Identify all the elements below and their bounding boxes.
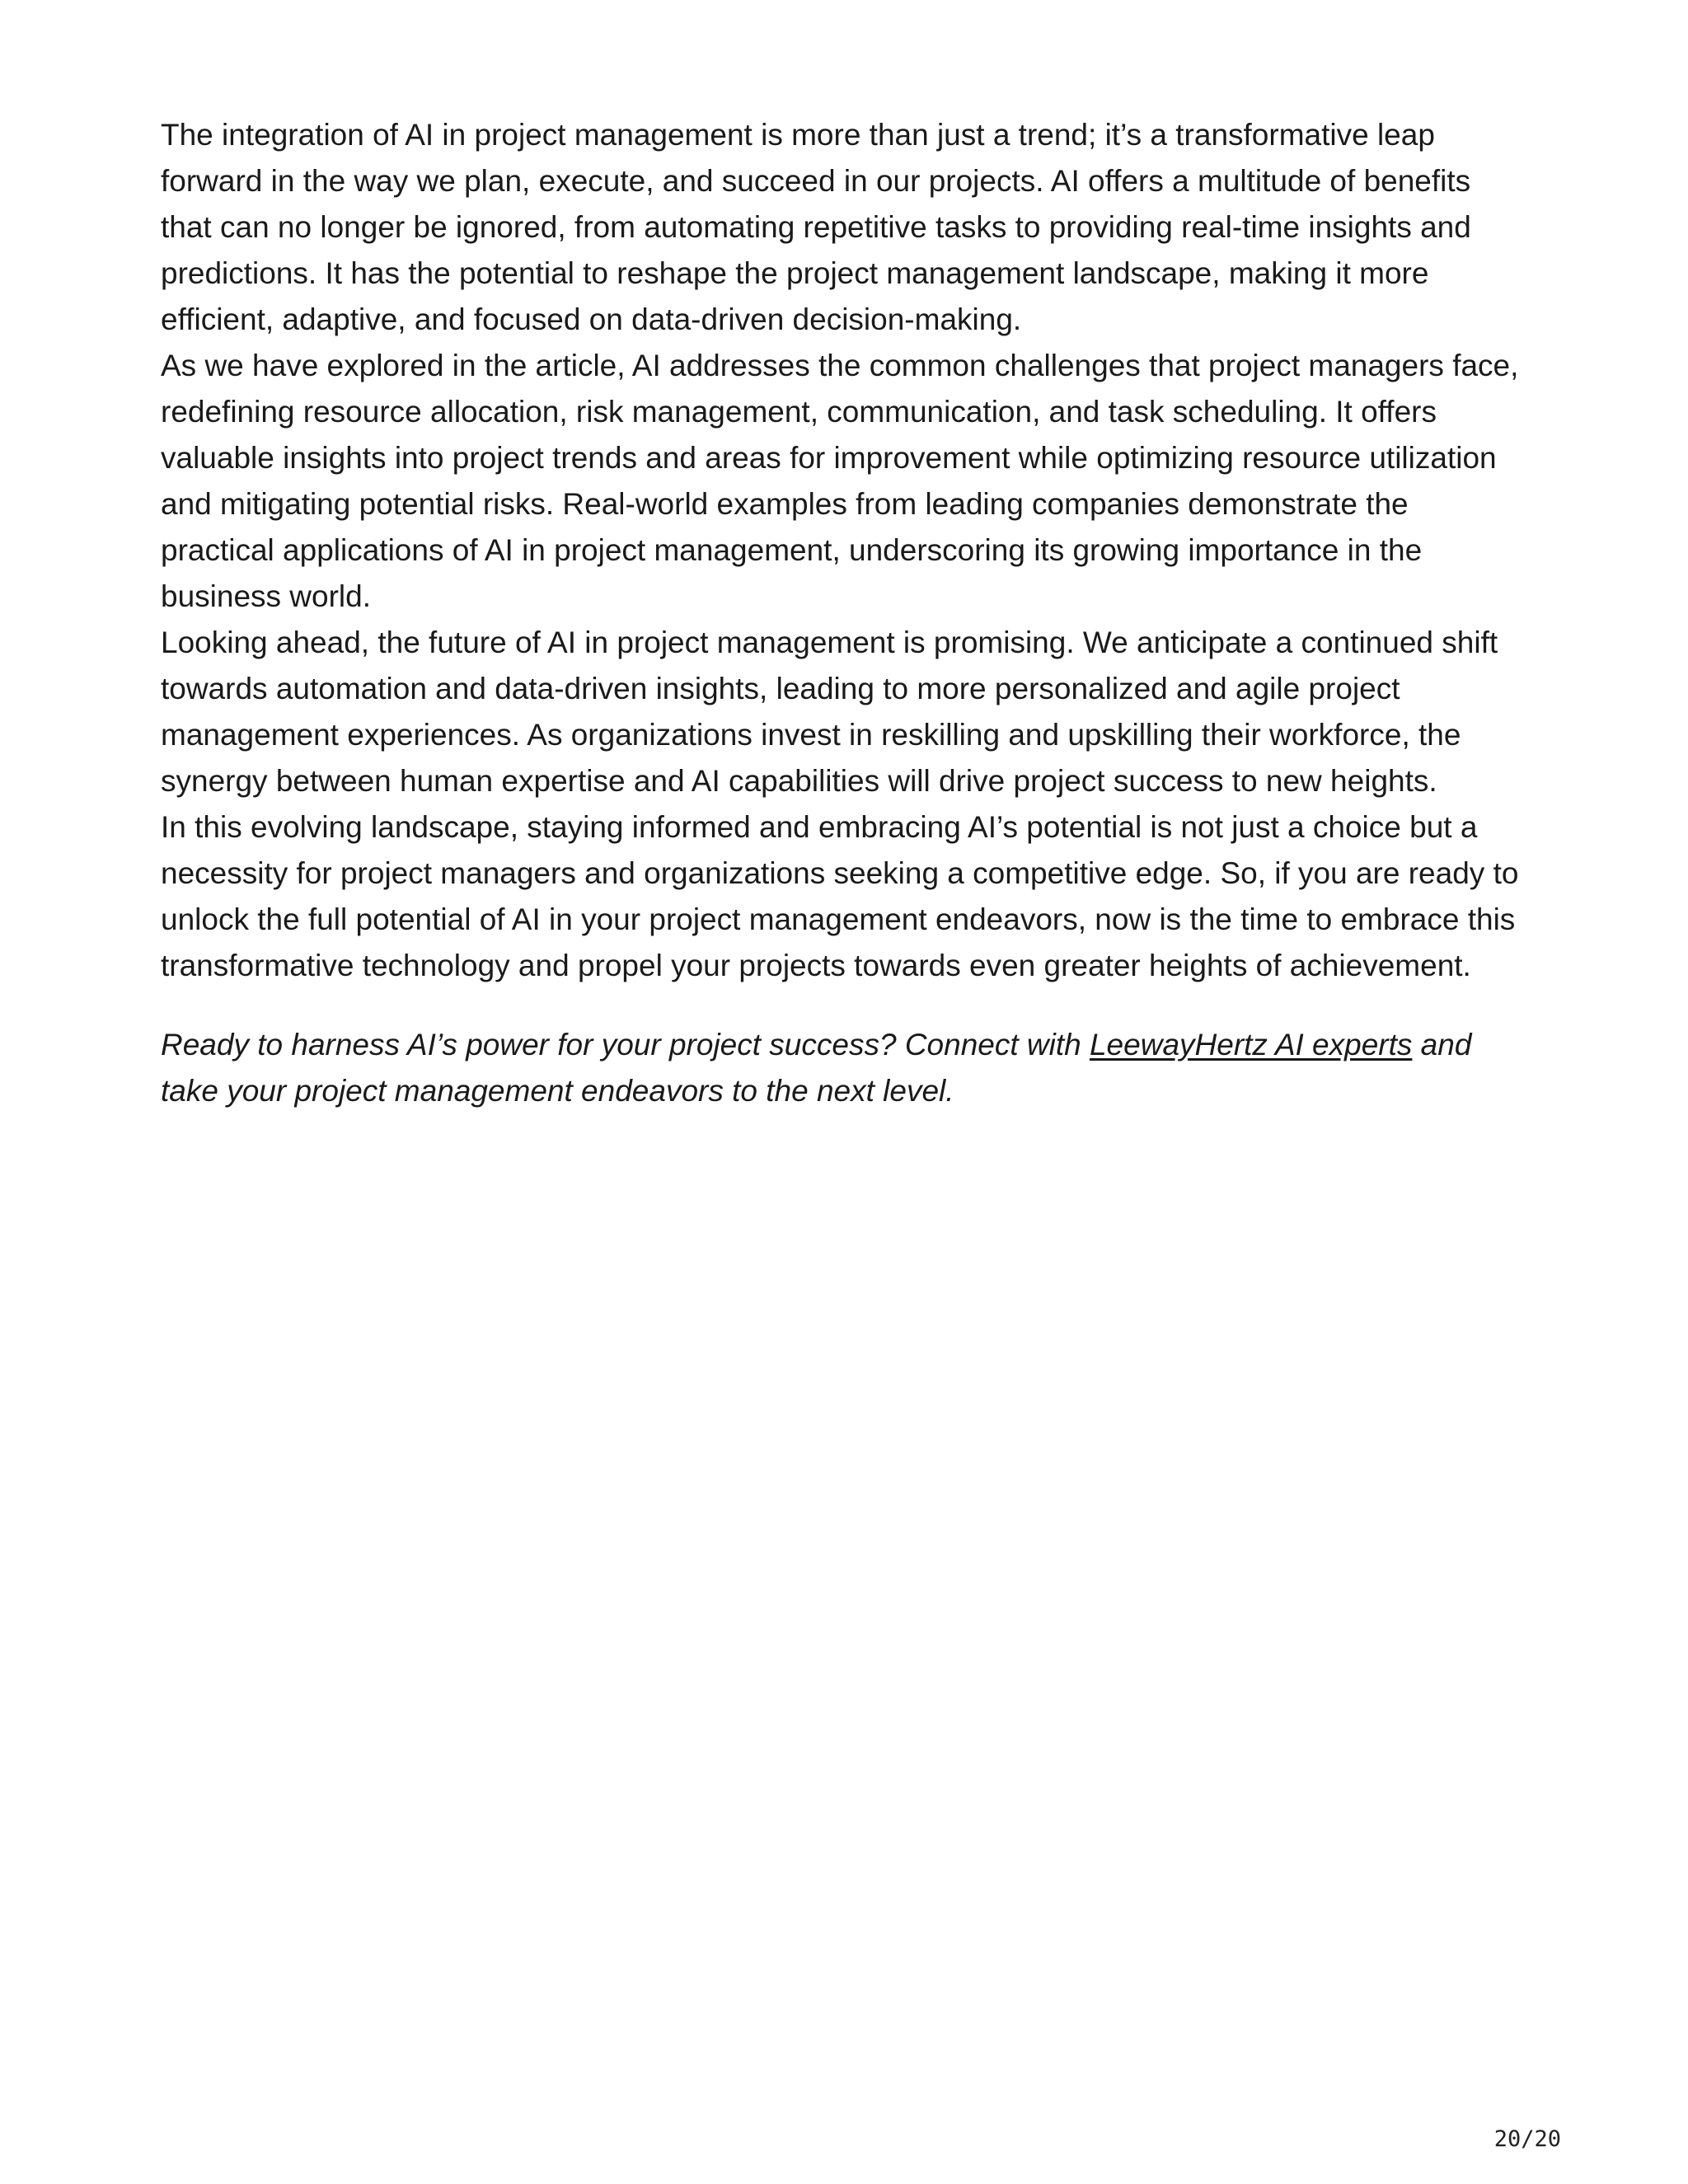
paragraph-evolving-landscape: In this evolving landscape, staying informed and embracing AI’s potential is not just a choice but a necessity for project managers and organizations seeking a competitive edge. So, if you are ready to unlock the full potential of AI in your project management endeavors, now is the time to embrace this transformative technology and propel your projects towards even greater heights of achievement. [161, 810, 1519, 982]
paragraph-future-outlook: Looking ahead, the future of AI in project management is promising. We anticipate a continued shift towards automation and data-driven insights, leading to more personalized and agile project management experiences. As organizations invest in reskilling and upskilling their workforce, the synergy between human expertise and AI capabilities will drive project success to new heights. [161, 626, 1498, 798]
article-body [161, 112, 1529, 1114]
call-to-action [161, 1022, 1529, 1114]
page-number: 20/20 [1493, 2126, 1561, 2152]
cta-text-after: and take your project management endeavors to the next level. [161, 1028, 1472, 1108]
leewayhertz-experts-link[interactable]: LeewayHertz AI experts [1089, 1028, 1413, 1062]
paragraph-ai-challenges: As we have explored in the article, AI addresses the common challenges that project managers face, redefining resource allocation, risk management, communication, and task scheduling. It offers valuable insights into project trends and areas for improvement while optimizing resource utilization and mitigating potential risks. Real-world examples from leading companies demonstrate the practical applications of AI in project management, underscoring its growing importance in the business world. [161, 349, 1519, 613]
paragraph-ai-integration: The integration of AI in project management is more than just a trend; it’s a transformative leap forward in the way we plan, execute, and succeed in our projects. AI offers a multitude of benefits that can no longer be ignored, from automating repetitive tasks to providing real-time insights and predictions. It has the potential to reshape the project management landscape, making it more efficient, adaptive, and focused on data-driven decision-making. [161, 118, 1471, 336]
cta-text-before: Ready to harness AI’s power for your project success? Connect with [161, 1028, 1090, 1062]
